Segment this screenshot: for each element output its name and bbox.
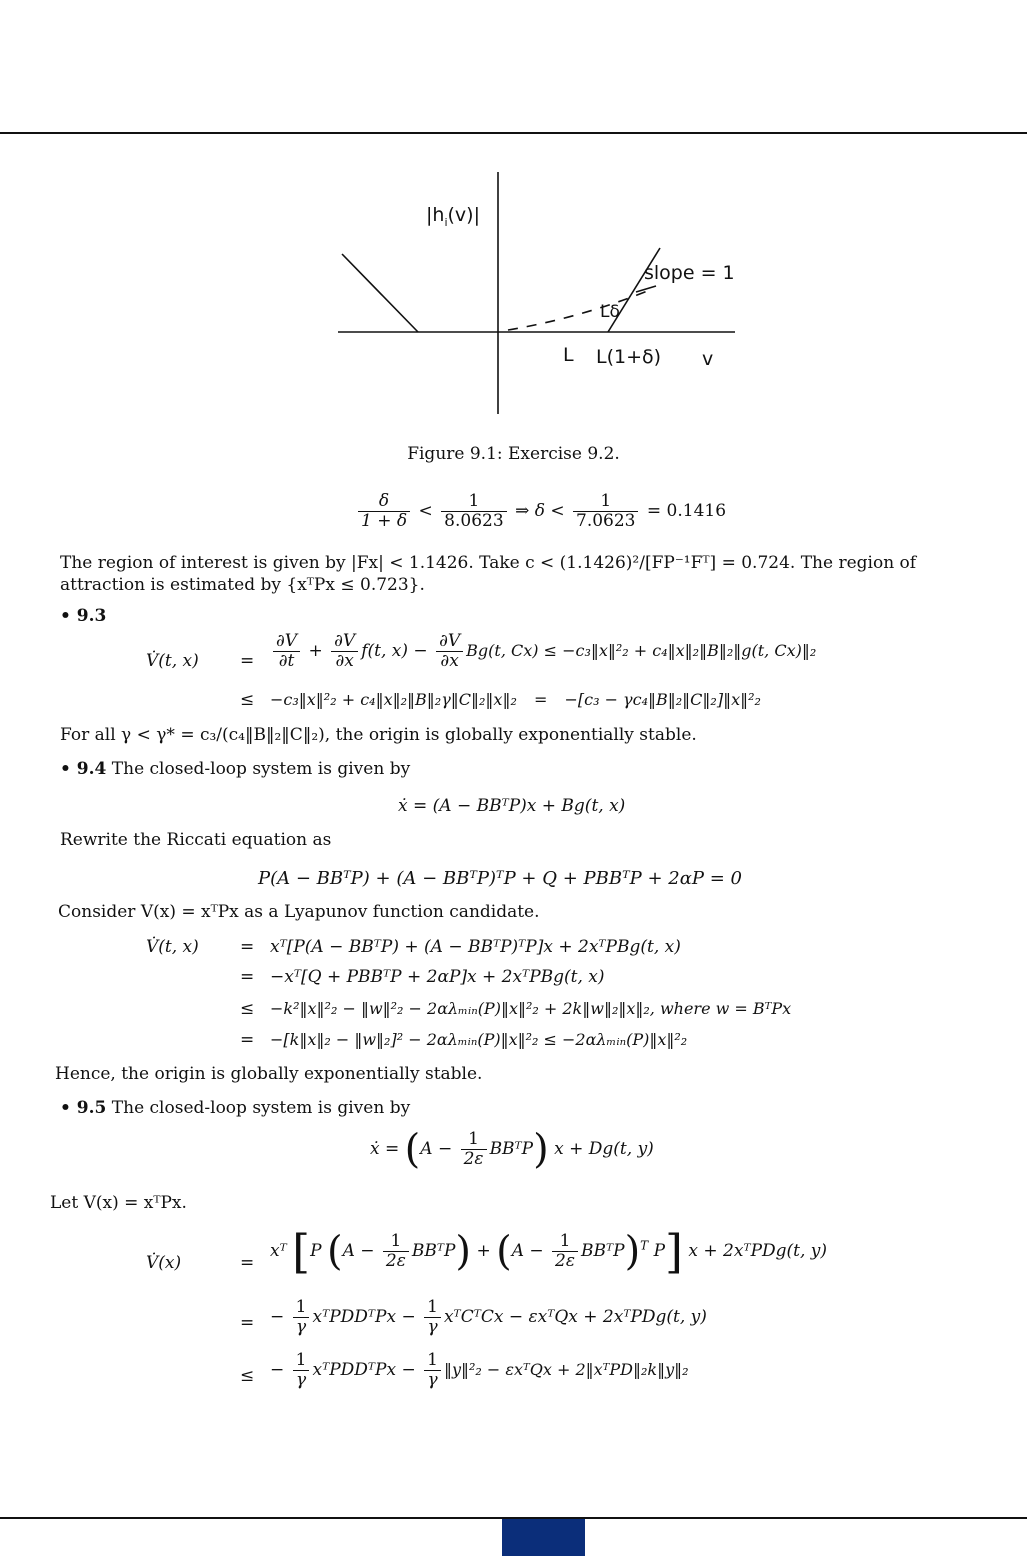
slope-label: slope = 1 <box>644 262 735 284</box>
ex94-line-2: −k²‖x‖²₂ − ‖w‖²₂ − 2αλₘᵢₙ(P)‖x‖²₂ + 2k‖w‖₂‖x‖₂, where w = BᵀPx <box>270 999 792 1018</box>
ex93-line2: −c₃‖x‖²₂ + c₄‖x‖₂‖B‖₂γ‖C‖₂‖x‖₂ = −[c₃ − γc₄‖B‖₂‖C‖₂]‖x‖²₂ <box>270 690 761 709</box>
ex95-system: ẋ = (A − $\frac{1}{2\varepsilon}$ BBᵀP) x + Dg(t, y) <box>370 1126 654 1173</box>
ex94-rel-3: = <box>240 1030 255 1050</box>
ex93-heading: • 9.3 <box>60 606 107 626</box>
ldelta-label: Lδ <box>600 302 620 322</box>
ex92-paragraph: The region of interest is given by |Fx| < 1.1426. Take c < (1.1426)²/[FP⁻¹Fᵀ] = 0.724. The region of attraction is estimated by {xᵀPx ≤ 0.723}. <box>60 553 917 595</box>
ex93-rel-le: ≤ <box>240 690 255 710</box>
dashed-curve <box>508 290 650 330</box>
ex95-rel-2: ≤ <box>240 1366 255 1386</box>
ex95-lhs: V̇(x) <box>146 1253 182 1273</box>
fraction: $\frac{1}{7.0623}$ <box>573 492 638 531</box>
ex94-rel-0: = <box>240 937 255 957</box>
ex94-conclusion: Hence, the origin is globally exponentially stable. <box>55 1064 483 1084</box>
ex95-rel-1: = <box>240 1313 255 1333</box>
ex94-heading: • 9.4 The closed-loop system is given by <box>60 759 411 779</box>
ex94-riccati-intro: Rewrite the Riccati equation as <box>60 830 332 850</box>
ex94-line-1: −xᵀ[Q + PBBᵀP + 2αP]x + 2xᵀPBg(t, x) <box>270 967 605 987</box>
ex94-line-0: xᵀ[P(A − BBᵀP) + (A − BBᵀP)ᵀP]x + 2xᵀPBg(t, x) <box>270 937 681 957</box>
ex93-lhs: V̇(t, x) <box>146 651 199 671</box>
ex95-line-1: xᵀ [P (A − $\frac{1}{2\varepsilon}$ BBᵀP) + (A − $\frac{1}{2\varepsilon}$ BBᵀP)$^T$ P] x + 2xᵀPDg(t, y) <box>270 1224 828 1279</box>
ex92-inequality: $\frac{\delta}{1 + \delta}$ < $\frac{1}{8.0623}$ ⇒ δ < $\frac{1}{7.0623}$ = 0.1416 <box>355 492 726 531</box>
figure-9-1 <box>330 170 750 420</box>
page-number-badge <box>502 1519 585 1556</box>
figure-plot <box>330 170 750 420</box>
ex94-rel-2: ≤ <box>240 999 255 1019</box>
ex93-paragraph: For all γ < γ* = c₃/(c₄‖B‖₂‖C‖₂), the origin is globally exponentially stable. <box>60 725 697 745</box>
ex94-consider: Consider V(x) = xᵀPx as a Lyapunov function candidate. <box>58 902 540 922</box>
ex94-riccati: P(A − BBᵀP) + (A − BBᵀP)ᵀP + Q + PBBᵀP + 2αP = 0 <box>258 868 742 889</box>
ex94-rel-1: = <box>240 967 255 987</box>
fraction: $\frac{\delta}{1 + \delta}$ <box>358 492 410 531</box>
ex94-system: ẋ = (A − BBᵀP)x + Bg(t, x) <box>398 796 626 816</box>
tick-l-label: L <box>563 344 574 366</box>
upper-dash <box>636 286 656 292</box>
y-axis-label: $|h_i(v)|$ <box>426 204 480 229</box>
ex94-lhs: V̇(t, x) <box>146 937 199 957</box>
fraction: $\frac{1}{8.0623}$ <box>441 492 506 531</box>
ex95-rel-0: = <box>240 1253 255 1273</box>
tick-l1d-label: L(1+δ) <box>596 346 662 368</box>
ex95-heading: • 9.5 The closed-loop system is given by <box>60 1098 411 1118</box>
ex95-line-2: − $\frac{1}{\gamma}$ xᵀPDDᵀPx − $\frac{1}{\gamma}$ xᵀCᵀCx − εxᵀQx + 2xᵀPDg(t, y) <box>270 1297 707 1337</box>
left-branch <box>342 254 418 332</box>
ex93-rel-eq: = <box>240 651 255 671</box>
ex94-line-3: −[k‖x‖₂ − ‖w‖₂]² − 2αλₘᵢₙ(P)‖x‖²₂ ≤ −2αλₘᵢₙ(P)‖x‖²₂ <box>270 1030 688 1049</box>
ex95-line-3: − $\frac{1}{\gamma}$ xᵀPDDᵀPx − $\frac{1}{\gamma}$ ‖y‖²₂ − εxᵀQx + 2‖xᵀPD‖₂k‖y‖₂ <box>270 1350 689 1390</box>
ex95-let: Let V(x) = xᵀPx. <box>50 1193 187 1213</box>
ex93-line1: $\frac{\partial V}{\partial t}$ + $\frac{\partial V}{\partial x}$ f(t, x) − $\frac{\partial V}{\partial x}$ Bg(t, Cx) ≤ −c₃‖x‖²₂ + c₄‖x‖₂‖B‖₂‖g(t, Cx)‖₂ <box>270 632 816 671</box>
figure-caption: Figure 9.1: Exercise 9.2. <box>407 444 620 464</box>
x-axis-label: v <box>702 348 714 370</box>
top-rule <box>0 132 1027 134</box>
